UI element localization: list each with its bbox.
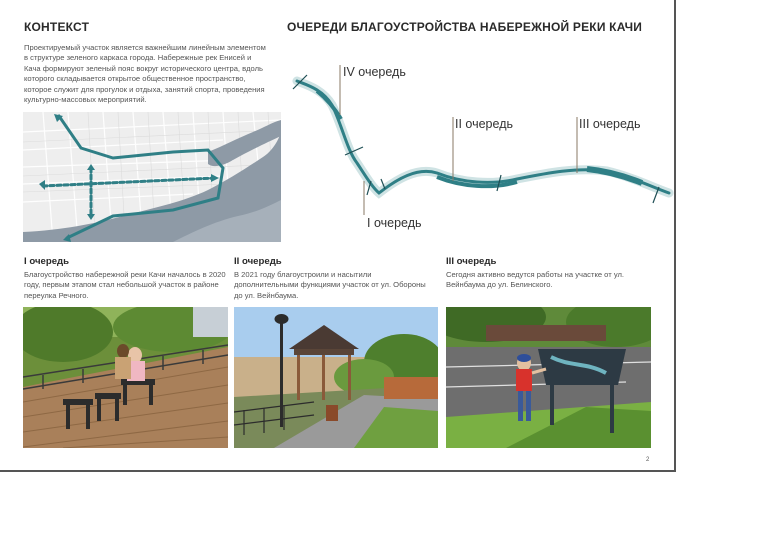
stage-3-text: Сегодня активно ведутся работы на участке от ул. Вейнбаума до ул. Белинского. — [446, 270, 624, 290]
stage-3-photo-graphic — [446, 307, 651, 448]
context-title: КОНТЕКСТ — [24, 20, 90, 34]
stage-2-title: II очередь — [234, 256, 282, 267]
stage-1-title: I очередь — [24, 256, 70, 267]
stage-2-photo-graphic — [234, 307, 438, 448]
page-number: 2 — [646, 457, 650, 463]
stage-3-photo — [446, 307, 651, 448]
stage-2-text: В 2021 году благоустроили и насытили дополнительными функциями участок от ул. Обороны до ул. Вейнбаума. — [234, 270, 426, 300]
stages-title: ОЧЕРЕДИ БЛАГОУСТРОЙСТВА НАБЕРЕЖНОЙ РЕКИ КАЧИ — [287, 20, 643, 34]
river-diagram-graphic — [287, 55, 674, 235]
stage-2-photo — [234, 307, 438, 448]
stage-1-text: Благоустройство набережной реки Качи началось в 2020 году, первым этапом стал небольшой участок в районе переулка Речного. — [24, 270, 226, 300]
label-ii-stage: II очередь — [455, 117, 513, 131]
label-i-stage: I очередь — [367, 216, 422, 230]
label-iii-stage: III очередь — [579, 117, 641, 131]
label-iv-stage: IV очередь — [343, 65, 406, 79]
stage-1-photo-graphic — [23, 307, 228, 448]
stage-3-title: III очередь — [446, 256, 497, 267]
river-diagram — [287, 55, 674, 235]
context-paragraph: Проектируемый участок является важнейшим линейным элементом в структуре зеленого каркаса города. Набережные рек Енисей и Кача формируют зеленый пояс вокруг исторического центра, вдоль которого складывается открытое общественное пространство, которое служит для прогулок и отдыха, занятий спорта, проведения культурно-массовых мероприятий. — [24, 43, 266, 105]
city-map-graphic — [23, 112, 281, 242]
stage-1-photo — [23, 307, 228, 448]
city-map — [23, 112, 281, 242]
